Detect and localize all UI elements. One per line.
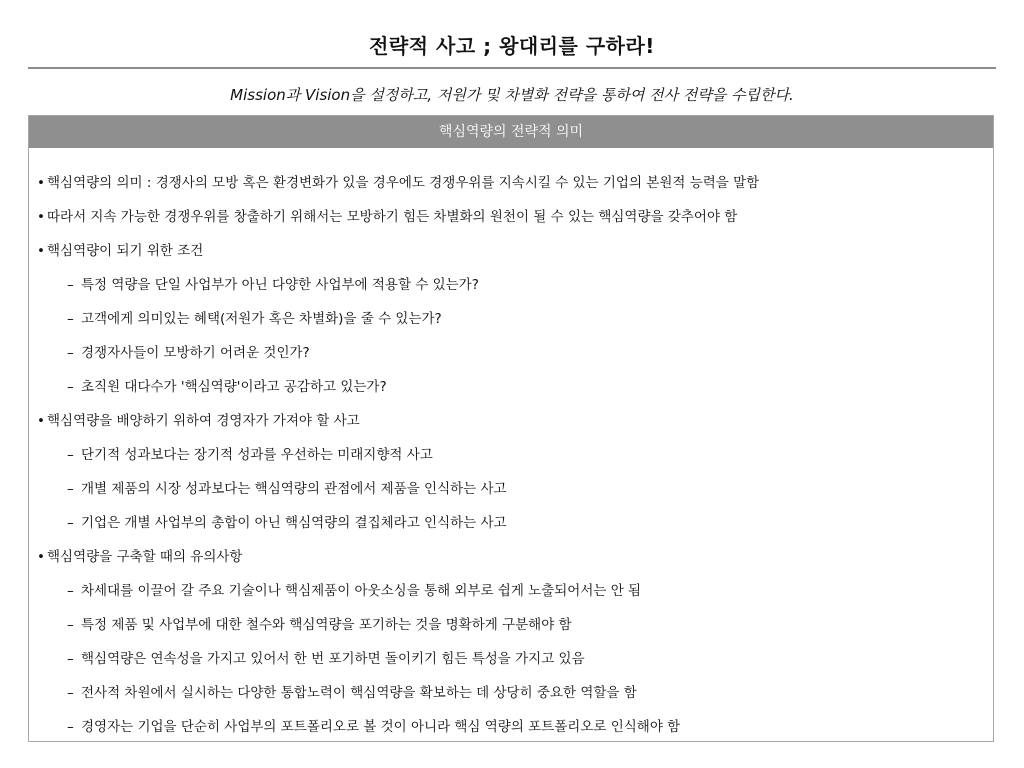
- bullet-marker: •: [37, 549, 45, 565]
- item-text: 핵심역량을 배양하기 위하여 경영자가 가져야 할 사고: [47, 413, 360, 429]
- bullet-marker: •: [37, 243, 45, 259]
- item-text: 핵심역량의 의미 : 경쟁사의 모방 혹은 환경변화가 있을 경우에도 경쟁우위를 지속시킬 수 있는 기업의 본원적 능력을 말함: [47, 175, 760, 191]
- dash-marker: –: [67, 651, 74, 667]
- page-title: 전략적 사고 ; 왕대리를 구하라!: [369, 34, 655, 58]
- dash-marker: –: [67, 277, 74, 293]
- item-text: 특정 역량을 단일 사업부가 아닌 다양한 사업부에 적용할 수 있는가?: [81, 277, 479, 293]
- dash-marker: –: [67, 583, 74, 599]
- bullet-item: [29, 404, 993, 438]
- dash-marker: –: [67, 481, 74, 497]
- sub-item: [29, 302, 993, 336]
- sub-item: [29, 336, 993, 370]
- page-subtitle: Mission과 Vision을 설정하고, 저원가 및 차별화 전략을 통하여 전사 전략을 수립한다.: [230, 86, 794, 104]
- sub-item: [29, 506, 993, 540]
- item-text: 경영자는 기업을 단순히 사업부의 포트폴리오로 볼 것이 아니라 핵심 역량의 포트폴리오로 인식해야 함: [81, 719, 681, 735]
- bullet-marker: •: [37, 413, 45, 429]
- item-text: 초직원 대다수가 '핵심역량'이라고 공감하고 있는가?: [81, 379, 387, 395]
- bullet-item: [29, 166, 993, 200]
- dash-marker: –: [67, 311, 74, 327]
- item-text: 단기적 성과보다는 장기적 성과를 우선하는 미래지향적 사고: [81, 447, 433, 463]
- item-text: 핵심역량을 구축할 때의 유의사항: [47, 549, 243, 565]
- dash-marker: –: [67, 345, 74, 361]
- bullet-item: [29, 540, 993, 574]
- dash-marker: –: [67, 515, 74, 531]
- sub-item: [29, 642, 993, 676]
- sub-item: [29, 574, 993, 608]
- item-text: 차세대를 이끌어 갈 주요 기술이나 핵심제품이 아웃소싱을 통해 외부로 쉽게 노출되어서는 안 됨: [81, 583, 642, 599]
- bullet-item: [29, 234, 993, 268]
- panel-body: [29, 148, 993, 744]
- content-panel: [28, 115, 994, 742]
- sub-item: [29, 370, 993, 404]
- sub-item: [29, 710, 993, 744]
- sub-item: [29, 438, 993, 472]
- item-text: 특정 제품 및 사업부에 대한 철수와 핵심역량을 포기하는 것을 명확하게 구분해야 함: [81, 617, 572, 633]
- dash-marker: –: [67, 719, 74, 735]
- bullet-item: [29, 200, 993, 234]
- bullet-marker: •: [37, 175, 45, 191]
- sub-item: [29, 608, 993, 642]
- item-text: 경쟁자사들이 모방하기 어려운 것인가?: [81, 345, 310, 361]
- sub-item: [29, 676, 993, 710]
- item-text: 개별 제품의 시장 성과보다는 핵심역량의 관점에서 제품을 인식하는 사고: [81, 481, 507, 497]
- bullet-marker: •: [37, 209, 45, 225]
- item-text: 전사적 차원에서 실시하는 다양한 통합노력이 핵심역량을 확보하는 데 상당히 중요한 역할을 함: [81, 685, 637, 701]
- dash-marker: –: [67, 379, 74, 395]
- dash-marker: –: [67, 447, 74, 463]
- item-text: 고객에게 의미있는 혜택(저원가 혹은 차별화)을 줄 수 있는가?: [81, 311, 442, 327]
- item-text: 따라서 지속 가능한 경쟁우위를 창출하기 위해서는 모방하기 힘든 차별화의 원천이 될 수 있는 핵심역량을 갖추어야 함: [47, 209, 738, 225]
- item-text: 기업은 개별 사업부의 총합이 아닌 핵심역량의 결집체라고 인식하는 사고: [81, 515, 507, 531]
- sub-item: [29, 472, 993, 506]
- title-divider: [28, 67, 996, 69]
- item-text: 핵심역량이 되기 위한 조건: [47, 243, 204, 259]
- dash-marker: –: [67, 685, 74, 701]
- panel-header: 핵심역량의 전략적 의미: [29, 116, 993, 148]
- item-text: 핵심역량은 연속성을 가지고 있어서 한 번 포기하면 돌이키기 힘든 특성을 가지고 있음: [81, 651, 585, 667]
- sub-item: [29, 268, 993, 302]
- dash-marker: –: [67, 617, 74, 633]
